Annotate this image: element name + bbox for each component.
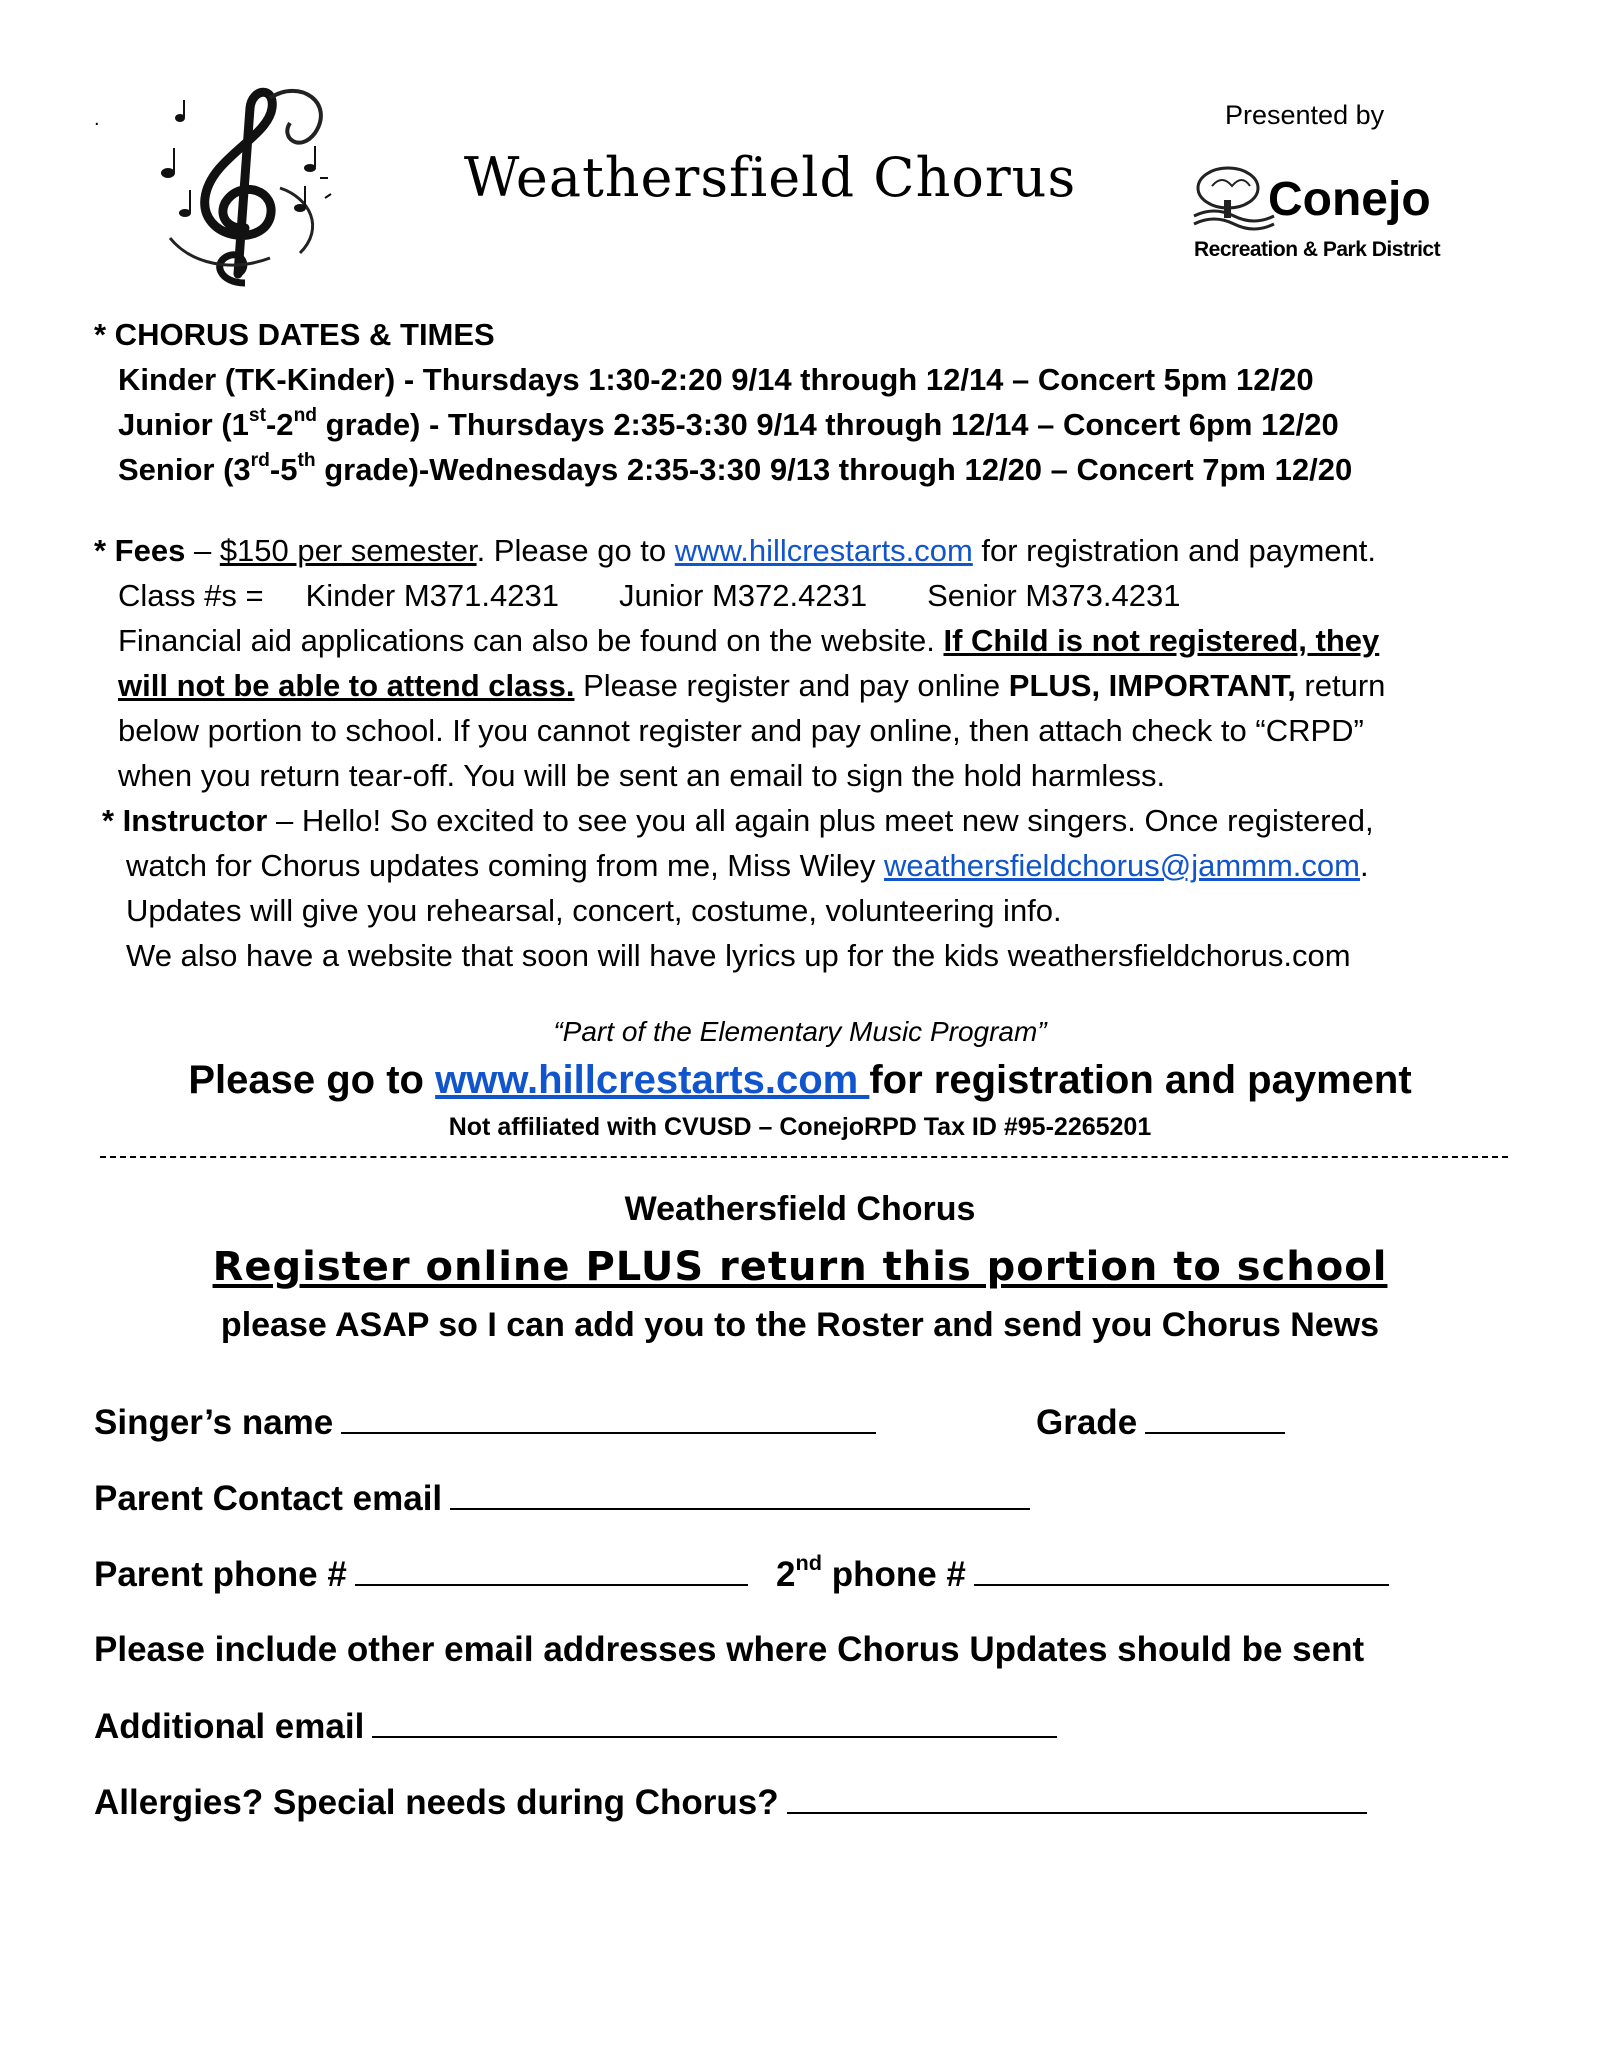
fees-line-5: below portion to school. If you cannot register and pay online, then attach check to “CRPD” [118,713,1364,748]
other-emails-note: Please include other email addresses where Chorus Updates should be sent [94,1630,1365,1669]
instructor-line-4: We also have a website that soon will have lyrics up for the kids weathersfieldchorus.com [126,938,1351,973]
instructor-line-2: watch for Chorus updates coming from me, Miss Wiley weathersfieldchorus@jammm.com. [126,848,1369,883]
presented-by-label: Presented by [1225,100,1385,130]
form-heading: Register online PLUS return this portion to school [212,1244,1388,1290]
instructor-line-1: * Instructor – Hello! So excited to see you all again plus meet new singers. Once registered, [102,803,1374,838]
parent-phone-input[interactable] [355,1554,748,1586]
conejo-logo-subtitle: Recreation & Park District [1194,238,1441,261]
fees-section [94,528,1544,798]
parent-email-field: Parent Contact email [94,1478,1030,1519]
grade-field: Grade [1036,1402,1285,1443]
additional-email-input[interactable] [372,1706,1057,1738]
class-numbers: Class #s = Kinder M371.4231 Junior M372.4231 Senior M373.4231 [118,578,1181,613]
fees-line-6: when you return tear-off. You will be sent an email to sign the hold harmless. [118,758,1166,793]
registration-cta: Please go to www.hillcrestarts.com for registration and payment [188,1058,1412,1102]
hillcrest-cta-link[interactable]: www.hillcrestarts.com [435,1058,870,1102]
dates-heading: * CHORUS DATES & TIMES [94,317,495,352]
tear-off-line [100,1156,1508,1158]
form-subheading: please ASAP so I can add you to the Roster and send you Chorus News [220,1306,1380,1344]
additional-email-field: Additional email [94,1706,1057,1747]
fee-amount: $150 per semester [219,533,477,568]
grade-input[interactable] [1145,1402,1285,1434]
stray-dot: . [94,108,100,130]
allergies-input[interactable] [787,1782,1367,1814]
form-title: Weathersfield Chorus [624,1190,976,1228]
allergies-field: Allergies? Special needs during Chorus? [94,1782,1367,1823]
second-phone-field: 2nd phone # [776,1554,1389,1595]
singer-name-input[interactable] [341,1402,876,1434]
instructor-email-link[interactable]: weathersfieldchorus@jammm.com [884,848,1360,883]
kinder-schedule: Kinder (TK-Kinder) - Thursdays 1:30-2:20 9/14 through 12/14 – Concert 5pm 12/20 [118,362,1314,397]
parent-phone-field: Parent phone # [94,1554,748,1595]
junior-schedule: Junior (1st-2nd grade) - Thursdays 2:35-3:30 9/14 through 12/14 – Concert 6pm 12/20 [118,404,1339,442]
page-title: Weathersfield Chorus [463,146,1077,209]
dates-section [94,312,1544,492]
conejo-logo-name: Conejo [1268,173,1431,226]
instructor-section [102,798,1552,978]
affiliation-note: Not affiliated with CVUSD – ConejoRPD Tax ID #95-2265201 [448,1113,1152,1141]
fees-line-4: will not be able to attend class. Please register and pay online PLUS, IMPORTANT, return [118,668,1386,703]
fees-line-3: Financial aid applications can also be found on the website. If Child is not registered, they [118,623,1380,658]
program-note: “Part of the Elementary Music Program” [553,1016,1047,1047]
parent-email-input[interactable] [450,1478,1030,1510]
hillcrest-link[interactable]: www.hillcrestarts.com [674,533,973,568]
instructor-line-3: Updates will give you rehearsal, concert, costume, volunteering info. [126,893,1062,928]
second-phone-input[interactable] [974,1554,1389,1586]
singer-name-field: Singer’s name [94,1402,876,1443]
fees-line-1: * Fees – $150 per semester. Please go to www.hillcrestarts.com for registration and payment. [94,533,1376,568]
senior-schedule: Senior (3rd-5th grade)-Wednesdays 2:35-3:30 9/13 through 12/20 – Concert 7pm 12/20 [118,449,1353,487]
